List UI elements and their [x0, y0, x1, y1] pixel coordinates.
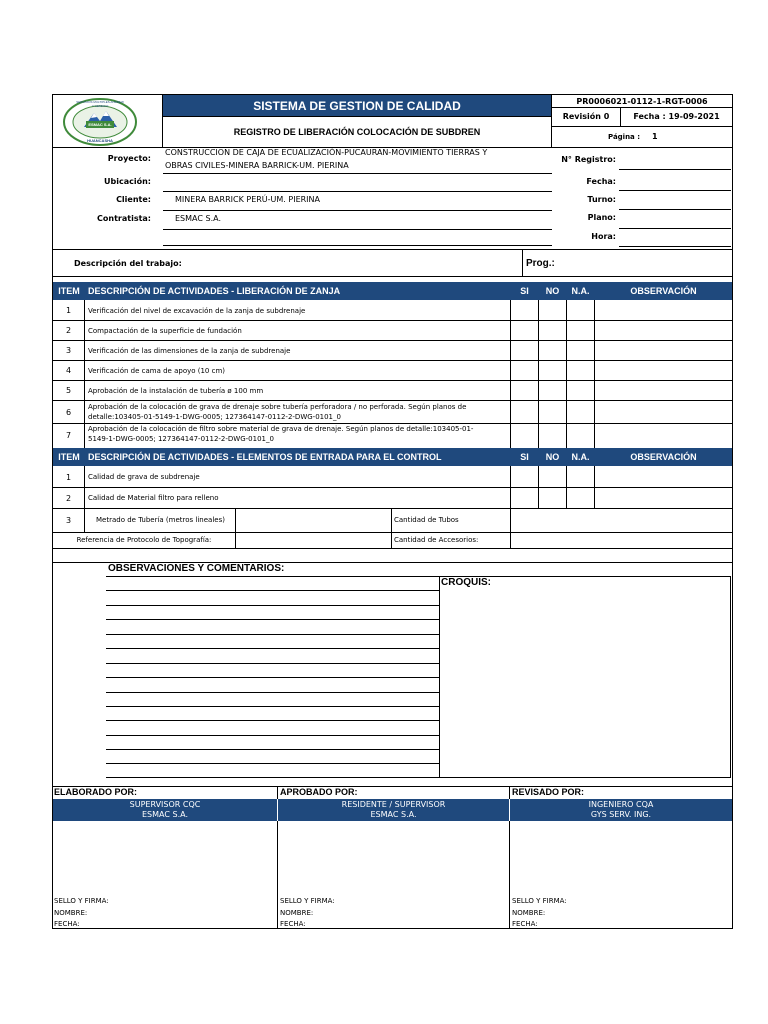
s1-row4-text: Verificación de cama de apoyo (10 cm): [88, 366, 226, 375]
page-value: 1: [652, 132, 658, 141]
s1-row3-text: Verificación de las dimensiones de la zanja de subdrenaje: [88, 346, 291, 355]
observaciones-title: OBSERVACIONES Y COMENTARIOS:: [108, 563, 285, 574]
section1-na-header: N.A.: [571, 286, 590, 296]
section2-no-header: NO: [545, 452, 560, 462]
s1-row2-text: Compactación de la superficie de fundación: [88, 326, 242, 335]
proyecto-value-line2: OBRAS CIVILES-MINERA BARRICK-UM. PIERINA: [165, 161, 349, 170]
revisado-role: INGENIERO CQA: [588, 800, 654, 809]
revision: Revisión 0: [562, 112, 610, 121]
section1-si-header: SI: [520, 286, 529, 296]
registro-label: N° Registro:: [561, 155, 616, 164]
section1-title: DESCRIPCIÓN DE ACTIVIDADES - LIBERACIÓN DE ZANJA: [88, 286, 341, 296]
fecha-label: Fecha:: [586, 177, 616, 186]
system-title: SISTEMA DE GESTION DE CALIDAD: [163, 95, 551, 116]
elaborado-nombre: NOMBRE:: [54, 909, 88, 917]
logo-bottom-text: HUANCASHA: [87, 138, 113, 143]
s2-row2-number: 2: [65, 493, 72, 503]
s1-row4-number: 4: [65, 366, 72, 375]
s2-row1-number: 1: [65, 472, 72, 482]
croquis-label: CROQUIS:: [441, 577, 491, 588]
s1-row6-number: 6: [65, 407, 72, 417]
aprobado-fecha: FECHA:: [280, 920, 306, 928]
elaborado-header: ELABORADO POR:: [54, 787, 137, 797]
company-logo: [62, 97, 138, 147]
s2-row2-text: Calidad de Material filtro para relleno: [88, 494, 219, 502]
section2-na-header: N.A.: [571, 452, 590, 462]
ubicacion-label: Ubicación:: [104, 177, 151, 186]
s1-row1-text: Verificación del nivel de excavación de la zanja de subdrenaje: [88, 306, 306, 315]
s1-row6-text-line1: Aprobación de la colocación de grava de drenaje sobre tubería perforadora / no perforada. Según planos de: [88, 403, 467, 411]
logo-top-text: SERVICIOS MULTIPLES ANDREW Y CERDICO: [76, 100, 124, 108]
revisado-sello: SELLO Y FIRMA:: [512, 897, 567, 905]
elaborado-sello: SELLO Y FIRMA:: [54, 897, 109, 905]
section1-no-header: NO: [545, 286, 560, 296]
section1-obs-header: OBSERVACIÓN: [630, 286, 697, 296]
s1-row3-number: 3: [65, 346, 72, 355]
logo-company-name: ESMAC S.A.: [88, 122, 112, 127]
section2-title: DESCRIPCIÓN DE ACTIVIDADES - ELEMENTOS DE ENTRADA PARA EL CONTROL: [88, 452, 442, 462]
s1-row7-text-line2: 5149-1-DWG-0005; 127364147-0112-2-DWG-0101_0: [88, 435, 274, 443]
record-title: REGISTRO DE LIBERACIÓN COLOCACIÓN DE SUBDREN: [233, 127, 481, 137]
prog-label: Prog.:: [526, 257, 555, 269]
section2-si-header: SI: [520, 452, 529, 462]
revisado-fecha: FECHA:: [512, 920, 538, 928]
descripcion-label: Descripción del trabajo:: [74, 258, 182, 268]
elaborado-role: SUPERVISOR CQC: [129, 800, 201, 809]
s2-row3-number: 3: [65, 515, 72, 525]
revisado-header: REVISADO POR:: [512, 787, 585, 797]
referencia-topografia-label: Referencia de Protocolo de Topografía:: [76, 536, 212, 544]
section2-obs-header: OBSERVACIÓN: [630, 452, 697, 462]
cliente-label: Cliente:: [116, 195, 151, 204]
aprobado-company: ESMAC S.A.: [370, 810, 417, 819]
aprobado-sello: SELLO Y FIRMA:: [280, 897, 335, 905]
cantidad-accesorios-label: Cantidad de Accesorios:: [394, 536, 479, 544]
s1-row5-number: 5: [65, 386, 72, 395]
plano-label: Plano:: [587, 213, 616, 222]
elaborado-company: ESMAC S.A.: [142, 810, 188, 819]
cantidad-tubos-label: Cantidad de Tubos: [394, 516, 459, 524]
contratista-value: ESMAC S.A.: [175, 214, 221, 223]
aprobado-role: RESIDENTE / SUPERVISOR: [341, 800, 446, 809]
elaborado-fecha: FECHA:: [54, 920, 80, 928]
document-code: PR0006021-0112-1-RGT-0006: [576, 96, 708, 106]
s1-row1-number: 1: [65, 306, 72, 315]
s1-row7-number: 7: [65, 431, 72, 440]
aprobado-header: APROBADO POR:: [280, 787, 358, 797]
revisado-company: GYS SERV. ING.: [590, 810, 652, 819]
section1-item-header: ITEM: [58, 286, 80, 296]
s1-row6-text-line2: detalle:103405-01-5149-1-DWG-0005; 127364147-0112-2-DWG-0101_0: [88, 413, 341, 421]
section2-item-header: ITEM: [58, 452, 80, 462]
revisado-nombre: NOMBRE:: [512, 909, 546, 917]
cliente-value: MINERA BARRICK PERÚ-UM. PIERINA: [175, 195, 320, 204]
s2-row1-text: Calidad de grava de subdrenaje: [88, 473, 200, 481]
proyecto-value-line1: CONSTRUCCION DE CAJA DE ECUALIZACIÓN-PUCAURAN-MOVIMIENTO TIERRAS Y: [165, 148, 488, 157]
proyecto-label: Proyecto:: [107, 154, 151, 163]
metrado-label: Metrado de Tubería (metros lineales): [96, 516, 225, 524]
page-label: Página :: [608, 132, 641, 141]
hora-label: Hora:: [591, 232, 616, 241]
turno-label: Turno:: [587, 195, 616, 204]
contratista-label: Contratista:: [97, 214, 151, 223]
s1-row7-text-line1: Aprobación de la colocación de filtro sobre material de grava de drenaje. Según planos de detalle:103405-01-: [88, 425, 474, 433]
document-date: Fecha : 19-09-2021: [633, 112, 720, 121]
croquis-box: [439, 576, 731, 778]
s1-row5-text: Aprobación de la instalación de tubería ø 100 mm: [88, 386, 264, 395]
s1-row2-number: 2: [65, 326, 72, 335]
aprobado-nombre: NOMBRE:: [280, 909, 314, 917]
